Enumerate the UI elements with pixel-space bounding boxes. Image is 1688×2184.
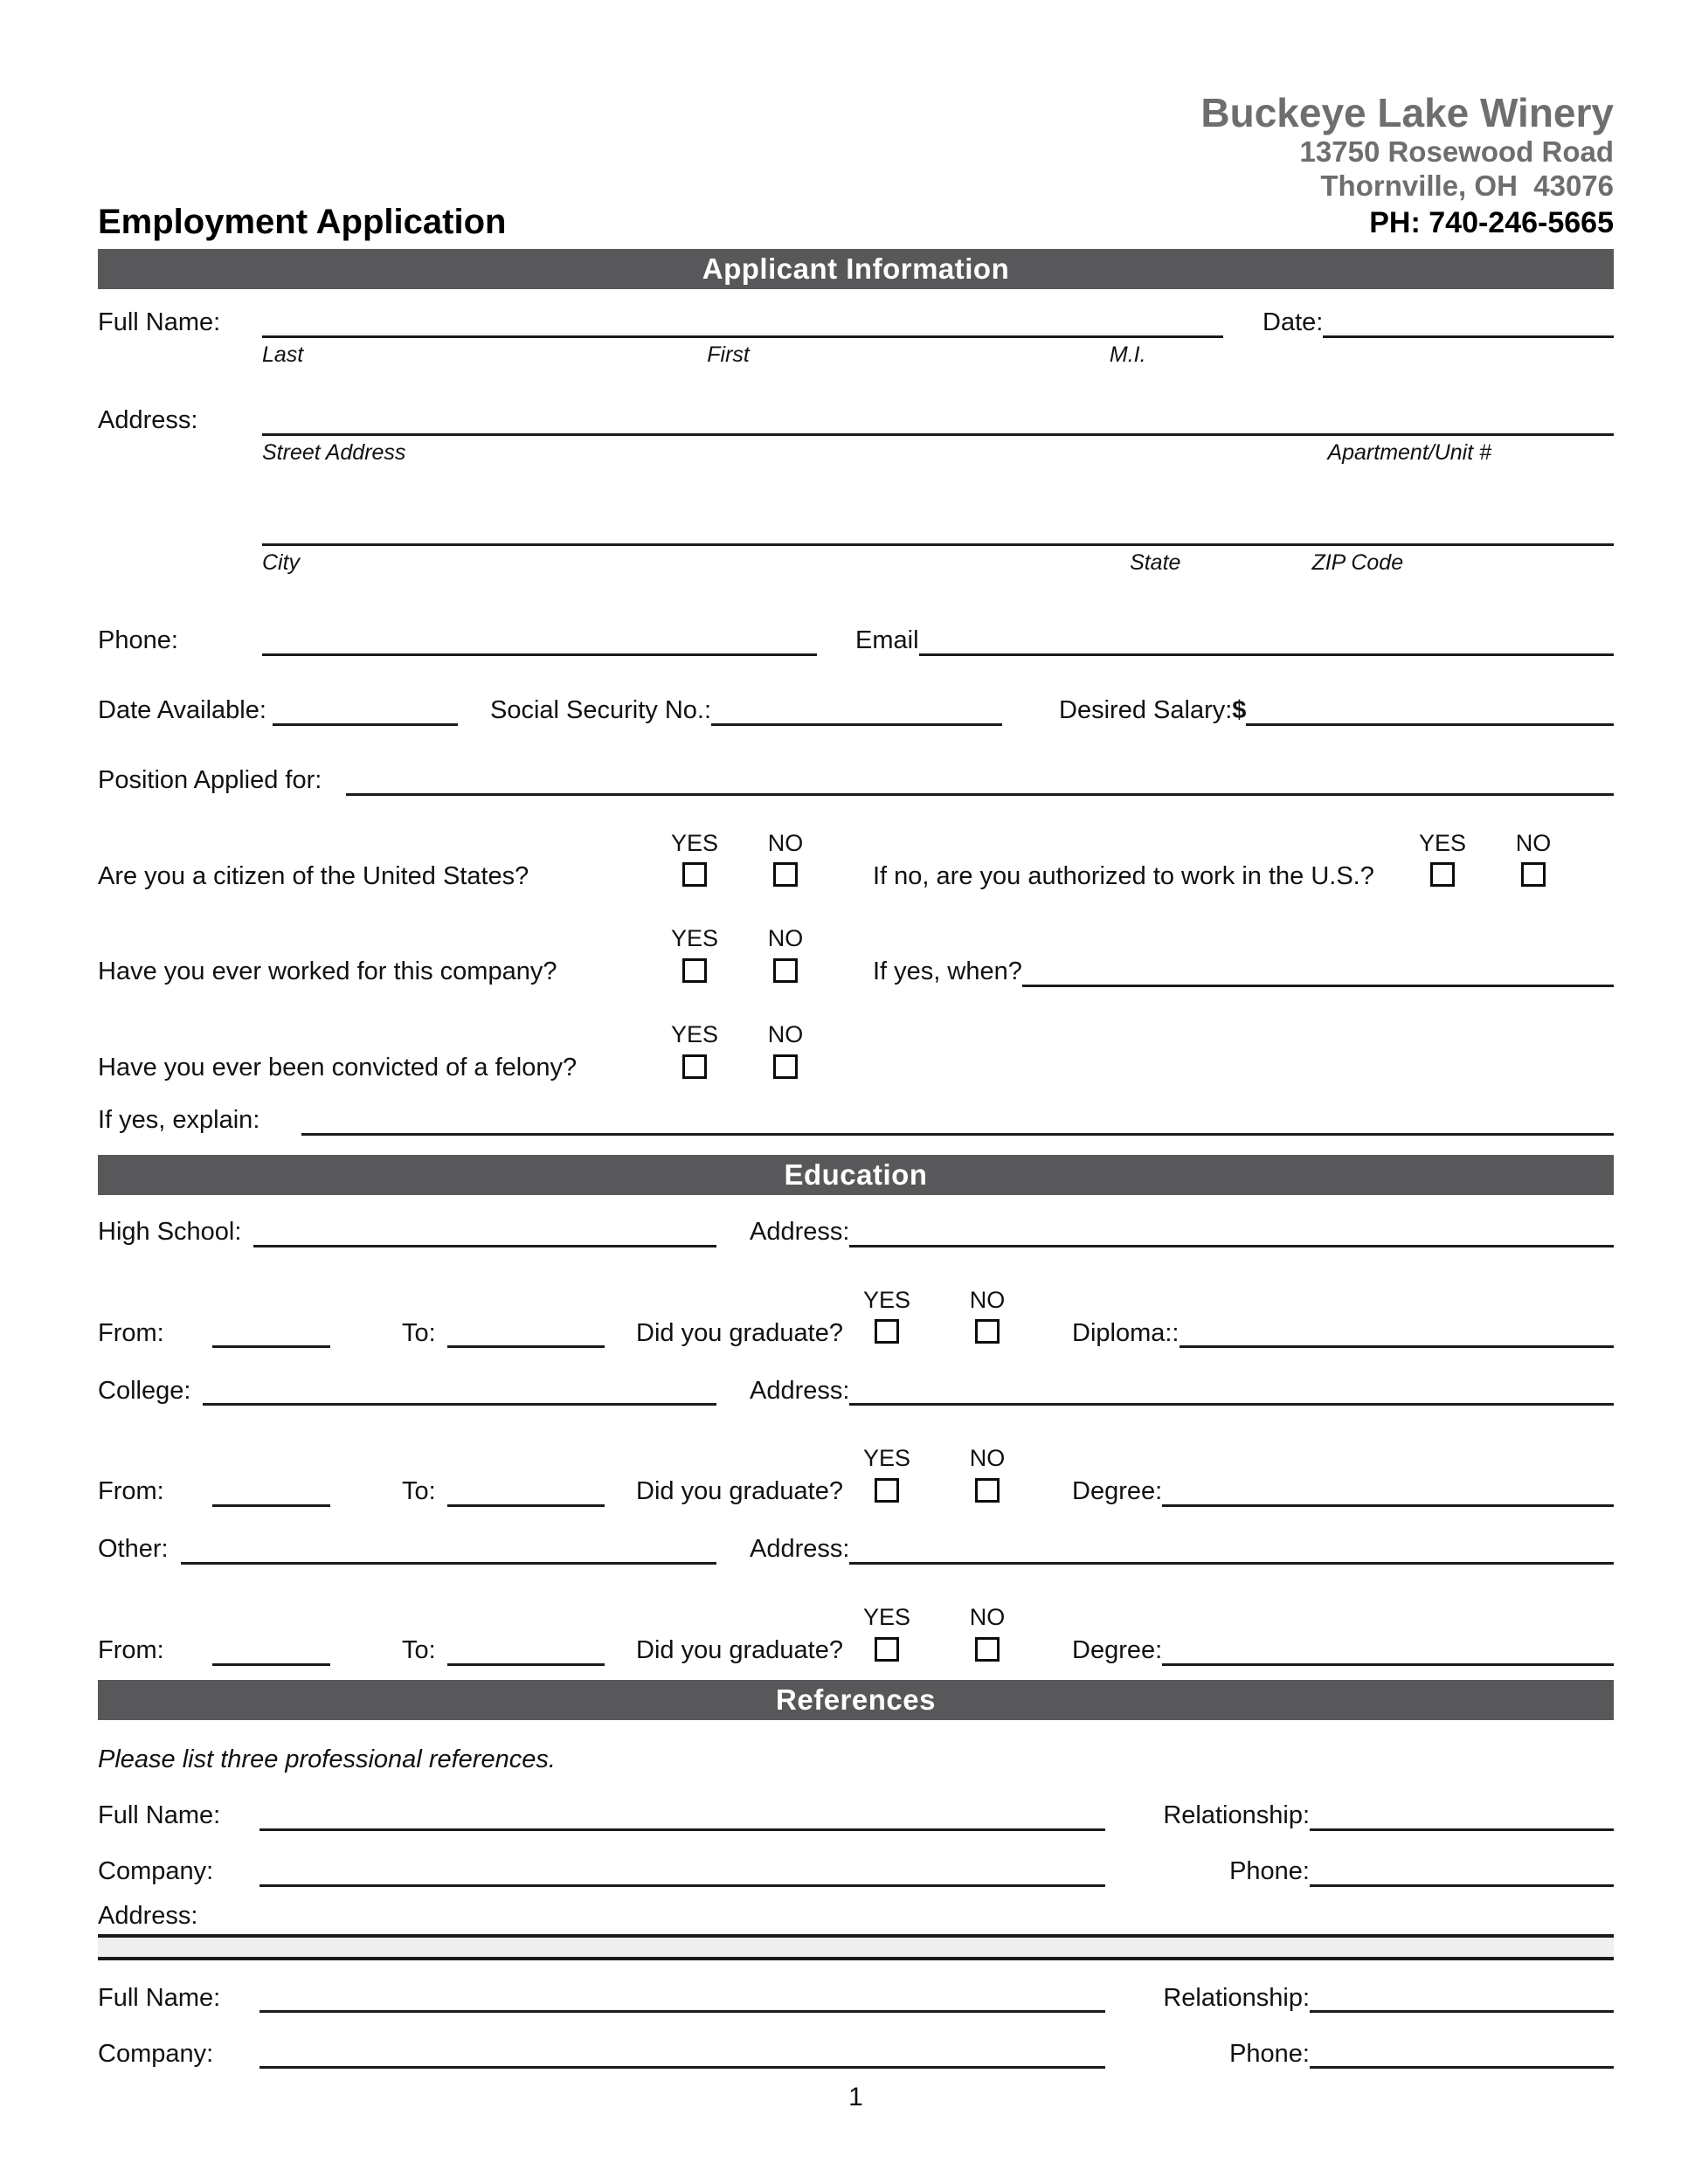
ref2-relationship-label: Relationship: xyxy=(1163,1983,1310,2012)
question-citizen-group xyxy=(98,831,1614,892)
college-graduate-yes-checkbox[interactable] xyxy=(875,1478,899,1503)
position-input-line[interactable] xyxy=(346,793,1614,796)
college-graduate-label: Did you graduate? xyxy=(636,1477,843,1506)
company-phone: PH: 740-246-5665 xyxy=(1369,205,1614,239)
ref1-relationship-label: Relationship: xyxy=(1163,1800,1310,1829)
college-address-input-line[interactable] xyxy=(849,1403,1614,1406)
ref2-relationship-input-line[interactable] xyxy=(1310,2010,1614,2013)
hs-to-input-line[interactable] xyxy=(447,1345,605,1348)
first-sublabel: First xyxy=(707,342,750,367)
college-to-input-line[interactable] xyxy=(447,1504,605,1507)
other-address-input-line[interactable] xyxy=(849,1562,1614,1565)
ref2-company-label: Company: xyxy=(98,2039,214,2068)
hs-to-label: To: xyxy=(402,1318,436,1347)
felony-yes-checkbox[interactable] xyxy=(682,1054,707,1079)
yes-column-label: YES xyxy=(670,1021,719,1048)
mi-sublabel: M.I. xyxy=(1109,342,1146,367)
yes-column-label: YES xyxy=(862,1604,911,1631)
yes-column-label: YES xyxy=(1418,829,1467,856)
section-bar-references xyxy=(98,1680,1614,1720)
ref1-relationship-input-line[interactable] xyxy=(1310,1828,1614,1831)
ref1-address-input-line-2[interactable] xyxy=(98,1938,1614,1960)
full-name-row xyxy=(98,300,1614,338)
email-input-line[interactable] xyxy=(919,653,1614,656)
company-address-line2: Thornville, OH 43076 xyxy=(1320,169,1614,202)
no-column-label: NO xyxy=(969,1445,1006,1472)
no-column-label: NO xyxy=(969,1604,1006,1631)
explain-input-line[interactable] xyxy=(301,1133,1614,1136)
currency-symbol: $ xyxy=(1232,695,1247,724)
citizen-yes-checkbox[interactable] xyxy=(682,862,707,887)
authorized-yes-checkbox[interactable] xyxy=(1430,862,1455,887)
other-degree-label: Degree: xyxy=(1072,1635,1163,1664)
page-number: 1 xyxy=(848,2083,863,2112)
street-address-input-line[interactable] xyxy=(262,433,1614,436)
ref2-phone-input-line[interactable] xyxy=(1310,2066,1614,2069)
ref2-name-row xyxy=(98,1974,1614,2013)
city-sublabels-row xyxy=(98,549,1614,576)
other-graduate-label: Did you graduate? xyxy=(636,1635,843,1664)
citizen-question: Are you a citizen of the United States? xyxy=(98,861,529,890)
ref1-company-label: Company: xyxy=(98,1856,214,1885)
phone-email-row xyxy=(98,618,1614,656)
college-yesno-labels xyxy=(98,1446,1614,1472)
citizen-yesno-labels xyxy=(98,831,1614,857)
date-available-label: Date Available: xyxy=(98,695,266,724)
college-address-label: Address: xyxy=(750,1376,850,1405)
ssn-input-line[interactable] xyxy=(711,723,1002,726)
ref1-address-group xyxy=(98,1901,1614,1961)
worked-yesno-labels xyxy=(98,926,1614,952)
worked-yes-checkbox[interactable] xyxy=(682,958,707,983)
college-graduate-no-checkbox[interactable] xyxy=(975,1478,1000,1503)
yes-column-label: YES xyxy=(862,1445,911,1472)
no-column-label: NO xyxy=(767,1021,804,1048)
section-title-education: Education xyxy=(784,1158,928,1191)
highschool-name-input-line[interactable] xyxy=(253,1245,716,1248)
email-label: Email xyxy=(855,625,919,654)
worked-question: Have you ever worked for this company? xyxy=(98,957,557,986)
no-column-label: NO xyxy=(1515,829,1552,856)
other-address-label: Address: xyxy=(750,1535,850,1564)
other-dates-group xyxy=(98,1605,1614,1666)
desired-salary-label: Desired Salary: xyxy=(1059,695,1233,724)
other-degree-input-line[interactable] xyxy=(1162,1663,1614,1666)
page-header xyxy=(98,92,1614,240)
no-column-label: NO xyxy=(767,829,804,856)
address-label: Address: xyxy=(98,405,198,434)
hs-from-label: From: xyxy=(98,1318,164,1347)
ref1-phone-input-line[interactable] xyxy=(1310,1884,1614,1887)
other-graduate-yes-checkbox[interactable] xyxy=(875,1637,899,1662)
ref2-company-row xyxy=(98,2030,1614,2069)
ssn-label: Social Security No.: xyxy=(490,695,712,724)
felony-question: Have you ever been convicted of a felony? xyxy=(98,1053,578,1082)
hs-graduate-label: Did you graduate? xyxy=(636,1318,843,1347)
other-name-input-line[interactable] xyxy=(181,1562,716,1565)
ref2-full-name-label: Full Name: xyxy=(98,1983,221,2012)
company-address-line1: 13750 Rosewood Road xyxy=(1299,135,1614,168)
phone-label: Phone: xyxy=(98,625,178,654)
address-row-2 xyxy=(98,508,1614,546)
highschool-address-label: Address: xyxy=(750,1217,850,1246)
last-sublabel: Last xyxy=(262,342,304,367)
college-dates-row xyxy=(98,1476,1614,1507)
street-address-sublabel: Street Address xyxy=(262,439,406,465)
citizen-no-checkbox[interactable] xyxy=(773,862,798,887)
form-title: Employment Application xyxy=(98,202,507,241)
college-dates-group xyxy=(98,1446,1614,1507)
ref1-phone-label: Phone: xyxy=(1229,1856,1310,1885)
explain-label: If yes, explain: xyxy=(98,1105,260,1134)
address-row xyxy=(98,397,1614,436)
no-column-label: NO xyxy=(767,925,804,952)
ref1-full-name-label: Full Name: xyxy=(98,1800,221,1829)
state-sublabel: State xyxy=(1130,549,1181,575)
authorized-question: If no, are you authorized to work in the U.S.? xyxy=(873,861,1374,890)
highschool-label: High School: xyxy=(98,1217,242,1246)
citizen-question-row xyxy=(98,860,1614,891)
other-label: Other: xyxy=(98,1535,169,1564)
yes-column-label: YES xyxy=(670,829,719,856)
full-name-label: Full Name: xyxy=(98,308,221,336)
hs-from-input-line[interactable] xyxy=(212,1345,330,1348)
other-yesno-labels xyxy=(98,1605,1614,1631)
address-sublabels-row xyxy=(98,439,1614,466)
highschool-row xyxy=(98,1209,1614,1248)
felony-question-row xyxy=(98,1052,1614,1083)
ref1-company-input-line[interactable] xyxy=(259,1884,1105,1887)
zip-sublabel: ZIP Code xyxy=(1311,549,1404,575)
ref2-full-name-input-line[interactable] xyxy=(259,2010,1105,2013)
section-bar-education xyxy=(98,1155,1614,1195)
hs-diploma-input-line[interactable] xyxy=(1180,1345,1615,1348)
highschool-dates-group xyxy=(98,1288,1614,1349)
college-name-input-line[interactable] xyxy=(203,1403,716,1406)
other-dates-row xyxy=(98,1635,1614,1666)
company-name: Buckeye Lake Winery xyxy=(1200,90,1614,135)
position-row xyxy=(98,757,1614,796)
highschool-address-input-line[interactable] xyxy=(849,1245,1614,1248)
college-label: College: xyxy=(98,1376,191,1405)
other-from-label: From: xyxy=(98,1635,164,1664)
worked-when-input-line[interactable] xyxy=(1022,985,1614,987)
hs-graduate-no-checkbox[interactable] xyxy=(975,1319,1000,1344)
college-from-label: From: xyxy=(98,1477,164,1506)
city-state-zip-input-line[interactable] xyxy=(262,543,1614,546)
ref1-name-row xyxy=(98,1793,1614,1831)
worked-no-checkbox[interactable] xyxy=(773,958,798,983)
college-to-label: To: xyxy=(402,1477,436,1506)
date-available-input-line[interactable] xyxy=(273,723,458,726)
felony-yesno-labels xyxy=(98,1022,1614,1048)
question-felony-group xyxy=(98,1022,1614,1083)
felony-no-checkbox[interactable] xyxy=(773,1054,798,1079)
college-from-input-line[interactable] xyxy=(212,1504,330,1507)
worked-question-row xyxy=(98,956,1614,987)
college-row xyxy=(98,1367,1614,1406)
explain-row xyxy=(98,1097,1614,1136)
college-degree-input-line[interactable] xyxy=(1162,1504,1614,1507)
college-degree-label: Degree: xyxy=(1072,1477,1163,1506)
availability-row xyxy=(98,688,1614,726)
yes-column-label: YES xyxy=(670,925,719,952)
worked-when-label: If yes, when? xyxy=(873,957,1022,986)
other-from-input-line[interactable] xyxy=(212,1663,330,1666)
other-to-input-line[interactable] xyxy=(447,1663,605,1666)
desired-salary-input-line[interactable] xyxy=(1246,723,1614,726)
hs-yesno-labels xyxy=(98,1288,1614,1314)
authorized-no-checkbox[interactable] xyxy=(1521,862,1546,887)
name-sublabels-row xyxy=(98,342,1614,368)
ref1-full-name-input-line[interactable] xyxy=(259,1828,1105,1831)
date-input-line[interactable] xyxy=(1323,335,1614,338)
other-graduate-no-checkbox[interactable] xyxy=(975,1637,1000,1662)
date-label: Date: xyxy=(1263,308,1324,336)
no-column-label: NO xyxy=(969,1286,1006,1313)
ref2-company-input-line[interactable] xyxy=(259,2066,1105,2069)
phone-input-line[interactable] xyxy=(262,653,817,656)
hs-graduate-yes-checkbox[interactable] xyxy=(875,1319,899,1344)
ref2-phone-label: Phone: xyxy=(1229,2039,1310,2068)
other-school-row xyxy=(98,1526,1614,1565)
ref1-company-row xyxy=(98,1849,1614,1887)
apartment-sublabel: Apartment/Unit # xyxy=(1327,439,1492,465)
city-sublabel: City xyxy=(262,549,301,575)
company-header xyxy=(1200,92,1614,240)
ref1-address-label: Address: xyxy=(98,1901,198,1930)
hs-dates-row xyxy=(98,1317,1614,1348)
section-title-applicant: Applicant Information xyxy=(702,252,1010,285)
section-title-references: References xyxy=(776,1683,936,1716)
section-bar-applicant-information xyxy=(98,249,1614,289)
other-to-label: To: xyxy=(402,1635,436,1664)
question-worked-group xyxy=(98,926,1614,987)
references-intro: Please list three professional references. xyxy=(98,1745,556,1773)
yes-column-label: YES xyxy=(862,1286,911,1313)
position-label: Position Applied for: xyxy=(98,765,322,794)
full-name-input-line[interactable] xyxy=(262,335,1223,338)
hs-diploma-label: Diploma:: xyxy=(1072,1318,1180,1347)
